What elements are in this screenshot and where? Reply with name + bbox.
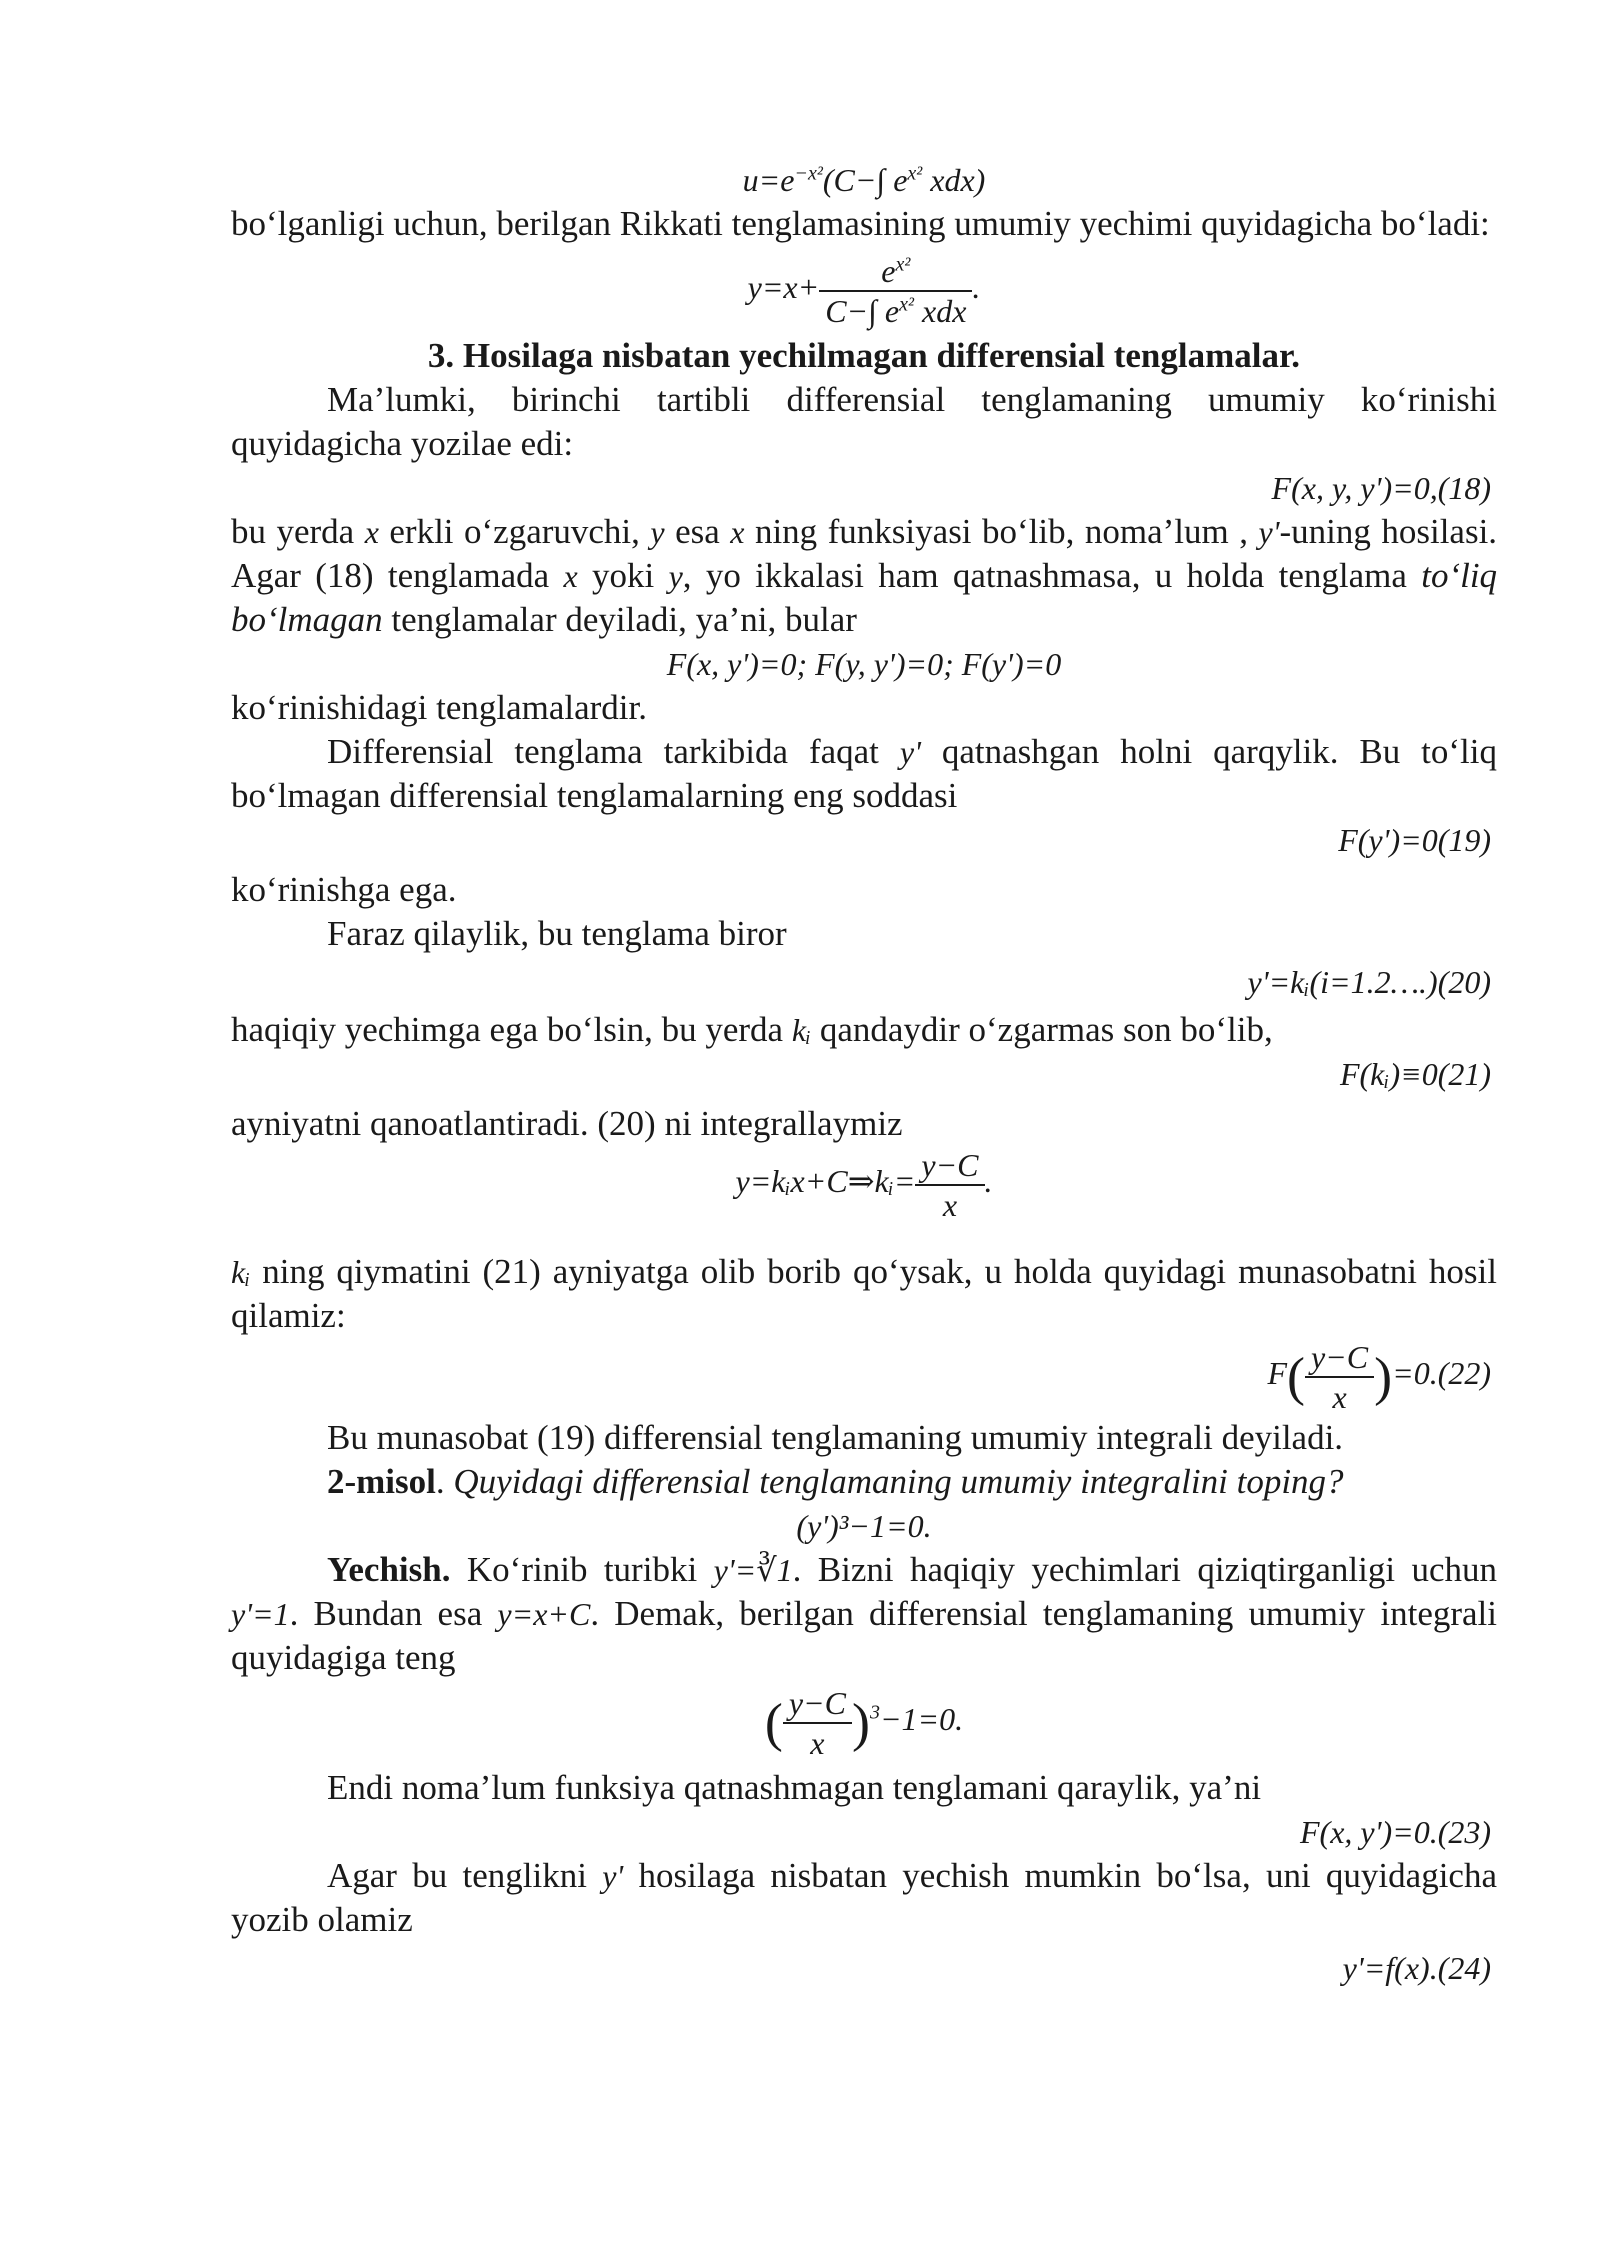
paragraph: ko‘rinishidagi tenglamalardir. [231, 688, 648, 727]
equation-general-integral: ( $\frac{y-C}{x}$ )$^3$−1=0. [764, 1685, 964, 1761]
equation-20: y'=kᵢ(i=1.2….)(20) [1247, 964, 1491, 1000]
equation-integration: y=kᵢx+C⇒kᵢ= $\frac{y-C}{x}$ . [735, 1147, 993, 1223]
solution-paragraph: Yechish. Ko‘rinib turibki y'=∛1. Bizni haqiqiy yechimlari qiziqtirganligi uchun y'=1. Bundan esa y=x+C. Demak, berilgan differensial tenglamaning umumiy integrali quyidagiga teng [231, 1550, 1498, 1677]
equation-example: (y')³−1=0. [796, 1508, 932, 1544]
equation-incomplete: F(x, y')=0; F(y, y')=0; F(y')=0 [666, 646, 1062, 682]
equation-21: F(kᵢ)≡0(21) [1339, 1056, 1491, 1092]
page-content [231, 146, 1497, 1990]
paragraph: Agar bu tenglikni y' hosilaga nisbatan yechish mumkin bo‘lsa, uni quyidagicha yozib olamiz [231, 1856, 1497, 1939]
paragraph: Bu munasobat (19) differensial tenglamaning umumiy integrali deyiladi. [327, 1418, 1344, 1457]
paragraph: ko‘rinishga ega. [231, 870, 457, 909]
equation-19: F(y')=0(19) [1338, 822, 1491, 858]
paragraph: bo‘lganligi uchun, berilgan Rikkati tenglamasining umumiy yechimi quyidagicha bo‘ladi: [231, 204, 1490, 243]
equation-23: F(x, y')=0.(23) [1299, 1814, 1491, 1850]
paragraph: Differensial tenglama tarkibida faqat y' qatnashgan holni qarqylik. Bu to‘liq bo‘lmagan differensial tenglamalarning eng soddasi [231, 732, 1498, 815]
paragraph: bu yerda x erkli o‘zgaruvchi, y esa x ning funksiyasi bo‘lib, noma’lum , y'-uning hosilasi. Agar (18) tenglamada x yoki y, yo ikkalasi ham qatnashmasa, u holda tenglama to‘liq bo‘lmagan tenglamalar deyiladi, ya’ni, bular [231, 512, 1498, 639]
equation-22: F( $\frac{y-C}{x}$ )=0.(22) [1267, 1339, 1491, 1415]
paragraph: Ma’lumki, birinchi tartibli differensial tenglamaning umumiy ko‘rinishi quyidagicha yozilae edi: [231, 380, 1497, 463]
equation-u: $u=e^{-x^2}(C-\int$ $e^{x^2}$ xdx) [742, 162, 986, 198]
paragraph: kᵢ ning qiymatini (21) ayniyatga olib borib qo‘ysak, u holda quyidagi munasobatni hosil qilamiz: [231, 1252, 1497, 1335]
paragraph: haqiqiy yechimga ega bo‘lsin, bu yerda kᵢ qandaydir o‘zgarmas son bo‘lib, [231, 1010, 1273, 1049]
paragraph: Endi noma’lum funksiya qatnashmagan tenglamani qaraylik, ya’ni [327, 1768, 1262, 1807]
example-statement: 2-misol. Quyidagi differensial tenglamaning umumiy integralini toping? [327, 1462, 1344, 1501]
equation-24: y'=f(x).(24) [1342, 1950, 1491, 1986]
section-heading: 3. Hosilaga nisbatan yechilmagan differensial tenglamalar. [427, 336, 1301, 375]
equation-general-solution: y=x+ $\frac{e^{x^2}}{C-\int e^{x^2} xdx}$ . [747, 253, 981, 329]
equation-18: F(x, y, y')=0,(18) [1271, 470, 1491, 506]
paragraph: ayniyatni qanoatlantiradi. (20) ni integrallaymiz [231, 1104, 903, 1143]
paragraph: Faraz qilaylik, bu tenglama biror [327, 914, 787, 953]
